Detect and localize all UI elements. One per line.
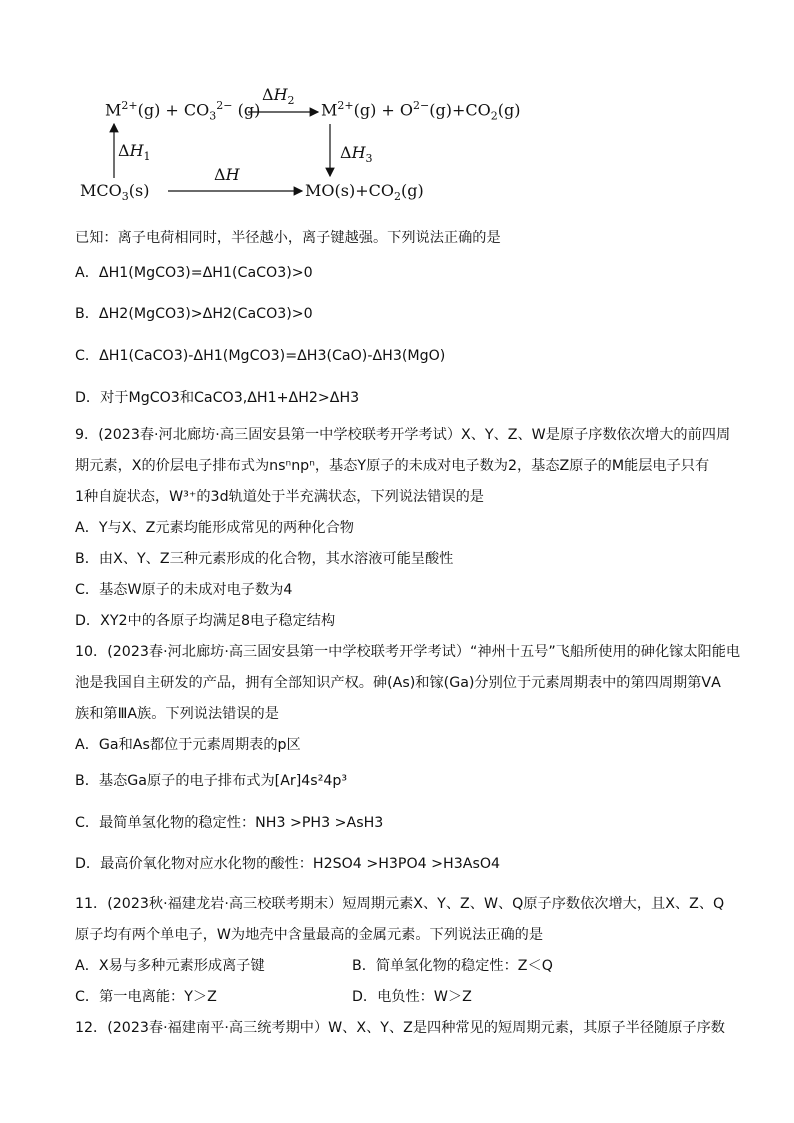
diagram-top-left: $M^{2+}(g) + CO_3^{2-}$ (g): [105, 99, 261, 123]
q9-stem-1: 9．(2023春·河北廊坊·高三固安县第一中学校联考开学考试）X、Y、Z、W是原子序数依次增大的前四周: [75, 427, 731, 443]
diagram-bottom-left: $MCO_3(s)$: [80, 181, 150, 204]
q10-option-b[interactable]: B．基态Ga原子的电子排布式为[Ar]4s²4p³: [75, 773, 348, 789]
q11-option-b[interactable]: B．简单氢化物的稳定性：Z＜Q: [352, 958, 553, 974]
q11-option-c[interactable]: C．第一电离能：Y＞Z: [75, 989, 217, 1005]
q11-options-row-1: [75, 955, 744, 977]
q10-stem-3: 族和第ⅢA族。下列说法错误的是: [75, 706, 279, 722]
q12-stem-1: 12．(2023春·福建南平·高三统考期中）W、X、Y、Z是四种常见的短周期元素，其原子半径随原子序数: [75, 1020, 725, 1036]
label-dh3: $\Delta H_3$: [340, 143, 373, 166]
q9-stem-3: 1种自旋状态，W³⁺的3d轨道处于半充满状态，下列说法错误的是: [75, 489, 484, 505]
q11-options-row-2: [75, 986, 744, 1008]
q10-option-d[interactable]: D．最高价氧化物对应水化物的酸性：H2SO4 >H3PO4 >H3AsO4: [75, 856, 501, 872]
q10-option-a[interactable]: A．Ga和As都位于元素周期表的p区: [75, 737, 301, 753]
q11-stem-1: 11．(2023秋·福建龙岩·高三校联考期末）短周期元素X、Y、Z、W、Q原子序数依次增大，且X、Z、Q: [75, 896, 725, 912]
diagram-top-right: $M^{2+}(g) + O^{2-}(g)+CO_2(g)$: [321, 99, 521, 123]
q9-option-d[interactable]: D．XY2中的各原子均满足8电子稳定结构: [75, 613, 336, 629]
label-dh2: $\Delta H_2$: [262, 85, 295, 108]
q8-option-c[interactable]: C．ΔH1(CaCO3)-ΔH1(MgCO3)=ΔH3(CaO)-ΔH3(MgO): [75, 348, 446, 364]
q9-option-a[interactable]: A．Y与X、Z元素均能形成常见的两种化合物: [75, 520, 354, 536]
q11-option-d[interactable]: D．电负性：W＞Z: [352, 989, 472, 1005]
q8-option-a[interactable]: A．ΔH1(MgCO3)=ΔH1(CaCO3)>0: [75, 265, 313, 281]
q10-stem-1: 10．(2023春·河北廊坊·高三固安县第一中学校联考开学考试）“神州十五号”飞船所使用的砷化镓太阳能电: [75, 644, 741, 660]
q9-option-c[interactable]: C．基态W原子的未成对电子数为4: [75, 582, 293, 598]
q10-option-c[interactable]: C．最简单氢化物的稳定性：NH3 >PH3 >AsH3: [75, 815, 384, 831]
q9-stem-2: 期元素，X的价层电子排布式为nsⁿnpⁿ，基态Y原子的未成对电子数为2，基态Z原子的M能层电子只有: [75, 458, 710, 474]
q8-known: 已知：离子电荷相同时，半径越小，离子键越强。下列说法正确的是: [75, 230, 501, 246]
q8-option-d[interactable]: D．对于MgCO3和CaCO3,ΔH1+ΔH2>ΔH3: [75, 390, 360, 406]
diagram-bottom-right: $MO(s)+CO_2(g)$: [305, 181, 424, 204]
q11-stem-2: 原子均有两个单电子，W为地壳中含量最高的金属元素。下列说法正确的是: [75, 927, 544, 943]
label-dh: ΔH: [214, 165, 240, 184]
q8-option-b[interactable]: B．ΔH2(MgCO3)>ΔH2(CaCO3)>0: [75, 306, 313, 322]
q9-option-b[interactable]: B．由X、Y、Z三种元素形成的化合物，其水溶液可能呈酸性: [75, 551, 454, 567]
thermo-cycle-diagram: [0, 0, 794, 230]
q11-option-a[interactable]: A．X易与多种元素形成离子键: [75, 958, 265, 974]
q10-stem-2: 池是我国自主研发的产品，拥有全部知识产权。砷(As)和镓(Ga)分别位于元素周期表中的第四周期第ⅤA: [75, 675, 721, 691]
label-dh1: $\Delta H_1$: [118, 141, 151, 164]
